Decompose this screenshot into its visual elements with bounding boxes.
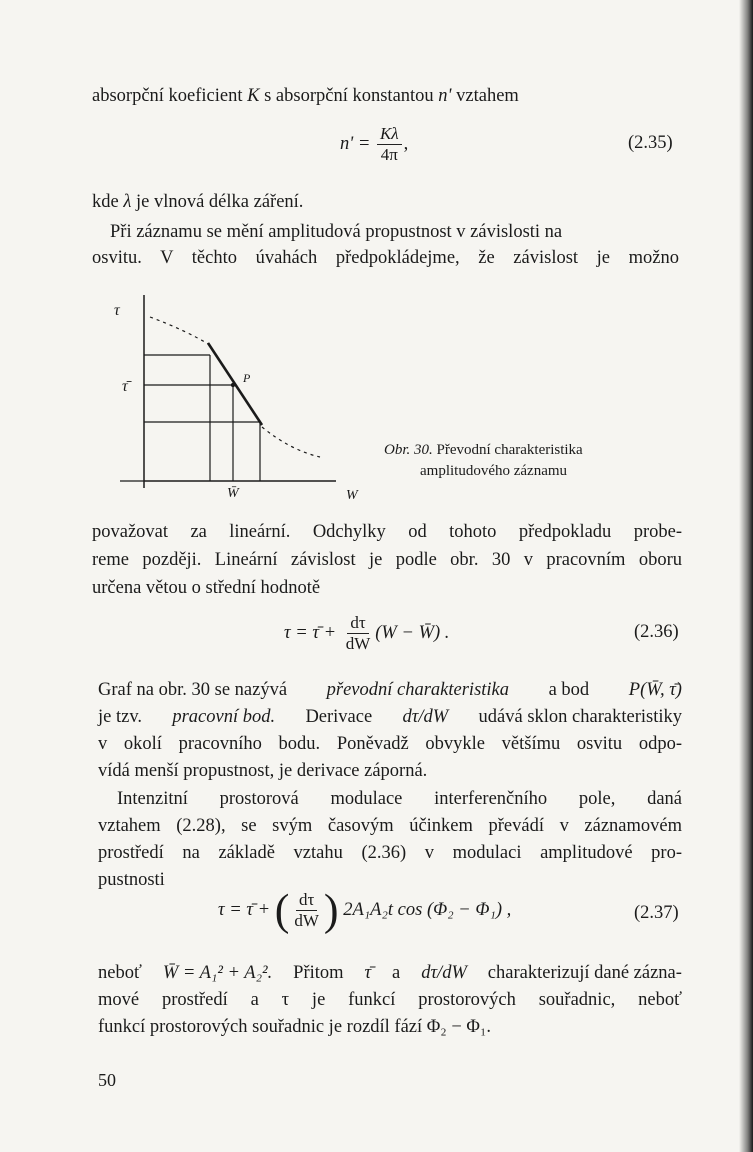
point-label: P [243,371,251,385]
equation-lhs: n' = [340,133,371,154]
text: vztahem [451,86,519,106]
text-line [110,220,679,244]
text-line: funkcí prostorových souřadnic je rozdíl fází Φ₂ − Φ₁. [98,1017,492,1037]
text-line: reme později. Lineární závislost je podle obr. 30 v pracovním oboru [92,550,682,570]
text-line: určena větou o střední hodnotě [92,578,321,598]
term: pracovní bod. [172,707,276,727]
equation-rhs: (W − W̄) . [375,622,450,643]
right-paren: ) [323,885,339,935]
text-line: osvitu. V těchto úvahách předpokládejme, že závislost je možno [92,248,679,268]
equation-tail: , [403,133,409,154]
figure-caption [384,440,583,461]
y-axis-label: τ [114,302,120,319]
text: kde [92,192,124,212]
text: Přitom [293,963,344,983]
text: absorpční koeficient [92,86,248,106]
x-mean-label: W̄ [227,486,239,501]
caption-text: Převodní charakteristika [432,442,583,458]
fraction [343,613,374,654]
characteristic-dashed-upper [150,317,210,345]
math: P(W̄, τ̄) [628,680,682,700]
equation-2-37 [218,885,512,935]
text: je tzv. [98,707,143,727]
page-number: 50 [98,1070,116,1090]
text: s absorpční konstantou [259,86,439,106]
text-line: mové prostředí a τ je funkcí prostorových souřadnic, neboť [98,990,682,1010]
text-line [92,84,519,108]
text-line: prostředí na základě vztahu (2.36) v modulaci amplitudové pro- [98,843,682,863]
text-line: v okolí pracovního bodu. Poněvadž obvykle většímu osvitu odpo- [98,734,682,754]
characteristic-linear [208,343,262,425]
text-line: pustnosti [98,870,165,890]
text: Při záznamu se mění amplitudová propustnost v závislosti na [110,222,563,242]
equation-2-36 [284,613,449,654]
fraction [291,890,322,931]
math: W̄ = A₁² + A₂². [162,963,273,983]
text: Derivace [305,707,373,727]
text-line: vídá menší propustnost, je derivace záporná. [98,761,428,781]
left-paren: ( [274,885,290,935]
transfer-characteristic-figure [100,285,380,510]
fraction-denominator: dW [345,634,371,653]
text-line: Intenzitní prostorová modulace interferenčního pole, daná [117,789,682,809]
text-line [98,705,682,729]
working-point [231,383,235,387]
equation-lhs: τ = τ̄ + [218,899,271,920]
math: dτ/dW [402,707,449,727]
text: charakterizují dané zázna- [487,963,682,983]
text: je vlnová délka záření. [131,192,304,212]
math: τ̄ [364,963,372,983]
equation-rhs: 2A₁A₂t cos (Φ₂ − Φ₁) , [343,899,512,920]
page-edge-shadow [739,0,753,1152]
equation-lhs: τ = τ̄ + [284,622,337,643]
text: neboť [98,963,142,983]
term: převodní charakteristika [326,680,510,700]
fraction-numerator: dτ [347,613,368,634]
text: a [392,963,401,983]
y-mean-label: τ̄ [122,378,128,395]
fraction-denominator: dW [294,911,319,930]
equation-number: (2.35) [628,133,673,153]
figure-caption-line2: amplitudového záznamu [420,463,568,479]
symbol-K: K [247,86,260,106]
symbol-lambda: λ [123,192,132,212]
text: udává sklon charakteristiky [478,707,682,727]
text: a bod [548,680,590,700]
text-line [98,961,682,985]
text-line: považovat za lineární. Odchylky od tohoto předpokladu probe- [92,522,682,542]
x-axis-label: W [346,488,358,503]
equation-number: (2.36) [634,622,679,642]
text: Graf na obr. 30 se nazývá [98,680,288,700]
math: dτ/dW [421,963,467,983]
characteristic-dashed-lower [262,427,320,457]
fraction-numerator: dτ [296,890,317,911]
fraction [377,124,402,165]
fraction-denominator: 4π [380,145,398,164]
text-line [92,190,303,214]
equation-number: (2.37) [634,903,679,923]
text-line: vztahem (2.28), se svým časovým účinkem převádí v záznamovém [98,816,682,836]
fraction-numerator: Kλ [377,124,402,145]
symbol-n: n' [438,86,452,106]
caption-prefix: Obr. 30. [384,442,433,458]
text-line [98,678,682,702]
equation-2-35 [340,124,408,165]
